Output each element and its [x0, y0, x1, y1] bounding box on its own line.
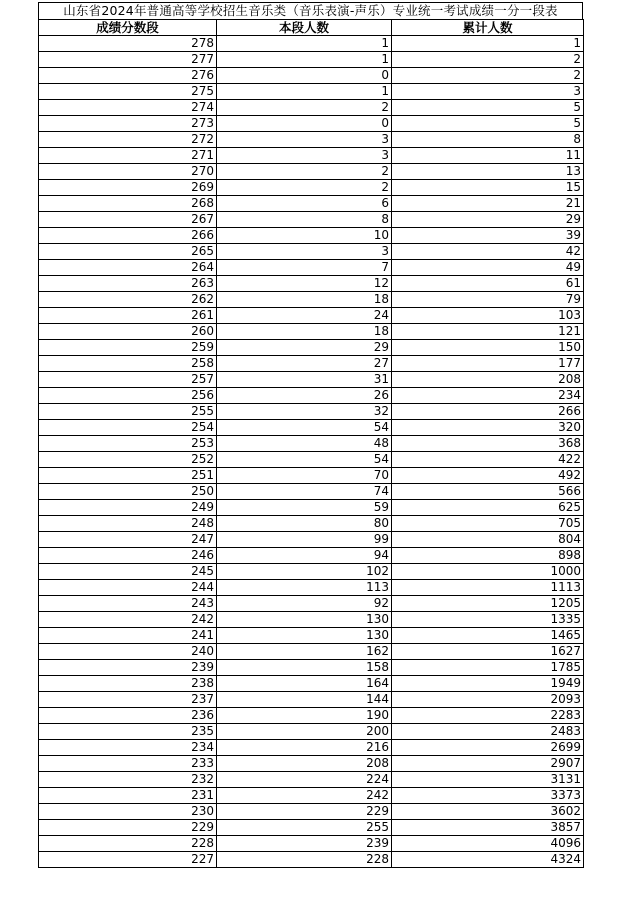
table-row: [39, 196, 584, 212]
table-row: [39, 756, 584, 772]
score-cell: 232: [39, 772, 217, 788]
column-header-cumulative: 累计人数: [392, 20, 584, 36]
column-header-score: 成绩分数段: [39, 20, 217, 36]
table-row: [39, 836, 584, 852]
cumulative-cell: 234: [392, 388, 584, 404]
table-row: [39, 84, 584, 100]
score-cell: 278: [39, 36, 217, 52]
score-cell: 237: [39, 692, 217, 708]
score-cell: 240: [39, 644, 217, 660]
table-row: [39, 100, 584, 116]
cumulative-cell: 1949: [392, 676, 584, 692]
count-cell: 1: [217, 36, 392, 52]
count-cell: 3: [217, 148, 392, 164]
cumulative-cell: 150: [392, 340, 584, 356]
cumulative-cell: 1113: [392, 580, 584, 596]
table-row: [39, 276, 584, 292]
score-cell: 233: [39, 756, 217, 772]
count-cell: 18: [217, 292, 392, 308]
count-cell: 102: [217, 564, 392, 580]
cumulative-cell: 1785: [392, 660, 584, 676]
score-cell: 227: [39, 852, 217, 868]
score-cell: 256: [39, 388, 217, 404]
count-cell: 239: [217, 836, 392, 852]
cumulative-cell: 208: [392, 372, 584, 388]
table-row: [39, 356, 584, 372]
cumulative-cell: 3131: [392, 772, 584, 788]
table-row: [39, 372, 584, 388]
score-cell: 271: [39, 148, 217, 164]
count-cell: 0: [217, 68, 392, 84]
score-table: [38, 19, 584, 868]
table-row: [39, 676, 584, 692]
cumulative-cell: 79: [392, 292, 584, 308]
score-cell: 231: [39, 788, 217, 804]
table-row: [39, 260, 584, 276]
cumulative-cell: 804: [392, 532, 584, 548]
count-cell: 255: [217, 820, 392, 836]
table-row: [39, 340, 584, 356]
table-row: [39, 612, 584, 628]
count-cell: 12: [217, 276, 392, 292]
table-row: [39, 308, 584, 324]
table-row: [39, 436, 584, 452]
cumulative-cell: 266: [392, 404, 584, 420]
cumulative-cell: 29: [392, 212, 584, 228]
score-cell: 274: [39, 100, 217, 116]
score-cell: 277: [39, 52, 217, 68]
count-cell: 54: [217, 420, 392, 436]
table-row: [39, 548, 584, 564]
cumulative-cell: 1465: [392, 628, 584, 644]
count-cell: 242: [217, 788, 392, 804]
cumulative-cell: 13: [392, 164, 584, 180]
cumulative-cell: 5: [392, 100, 584, 116]
score-cell: 235: [39, 724, 217, 740]
count-cell: 92: [217, 596, 392, 612]
score-cell: 249: [39, 500, 217, 516]
count-cell: 3: [217, 244, 392, 260]
score-cell: 270: [39, 164, 217, 180]
count-cell: 164: [217, 676, 392, 692]
count-cell: 26: [217, 388, 392, 404]
table-row: [39, 244, 584, 260]
cumulative-cell: 368: [392, 436, 584, 452]
score-cell: 242: [39, 612, 217, 628]
table-row: [39, 324, 584, 340]
cumulative-cell: 1627: [392, 644, 584, 660]
table-row: [39, 404, 584, 420]
count-cell: 6: [217, 196, 392, 212]
table-row: [39, 564, 584, 580]
count-cell: 228: [217, 852, 392, 868]
cumulative-cell: 4096: [392, 836, 584, 852]
score-cell: 236: [39, 708, 217, 724]
score-cell: 251: [39, 468, 217, 484]
table-row: [39, 772, 584, 788]
cumulative-cell: 61: [392, 276, 584, 292]
table-row: [39, 468, 584, 484]
count-cell: 10: [217, 228, 392, 244]
header-row: [39, 20, 584, 36]
cumulative-cell: 39: [392, 228, 584, 244]
count-cell: 224: [217, 772, 392, 788]
cumulative-cell: 3857: [392, 820, 584, 836]
cumulative-cell: 422: [392, 452, 584, 468]
score-cell: 259: [39, 340, 217, 356]
cumulative-cell: 5: [392, 116, 584, 132]
score-distribution-sheet: [38, 2, 583, 868]
count-cell: 144: [217, 692, 392, 708]
table-row: [39, 452, 584, 468]
score-cell: 245: [39, 564, 217, 580]
score-cell: 241: [39, 628, 217, 644]
cumulative-cell: 3373: [392, 788, 584, 804]
score-cell: 244: [39, 580, 217, 596]
table-row: [39, 388, 584, 404]
count-cell: 0: [217, 116, 392, 132]
table-row: [39, 596, 584, 612]
score-cell: 252: [39, 452, 217, 468]
count-cell: 99: [217, 532, 392, 548]
table-row: [39, 788, 584, 804]
count-cell: 130: [217, 612, 392, 628]
score-cell: 265: [39, 244, 217, 260]
count-cell: 1: [217, 84, 392, 100]
table-row: [39, 164, 584, 180]
count-cell: 24: [217, 308, 392, 324]
cumulative-cell: 103: [392, 308, 584, 324]
cumulative-cell: 2907: [392, 756, 584, 772]
count-cell: 208: [217, 756, 392, 772]
score-cell: 250: [39, 484, 217, 500]
cumulative-cell: 2093: [392, 692, 584, 708]
table-row: [39, 692, 584, 708]
table-row: [39, 292, 584, 308]
cumulative-cell: 625: [392, 500, 584, 516]
score-cell: 260: [39, 324, 217, 340]
cumulative-cell: 2: [392, 68, 584, 84]
cumulative-cell: 11: [392, 148, 584, 164]
table-row: [39, 660, 584, 676]
score-cell: 258: [39, 356, 217, 372]
cumulative-cell: 320: [392, 420, 584, 436]
score-cell: 272: [39, 132, 217, 148]
count-cell: 70: [217, 468, 392, 484]
score-cell: 228: [39, 836, 217, 852]
count-cell: 54: [217, 452, 392, 468]
table-row: [39, 852, 584, 868]
cumulative-cell: 1: [392, 36, 584, 52]
cumulative-cell: 2699: [392, 740, 584, 756]
table-row: [39, 804, 584, 820]
score-cell: 253: [39, 436, 217, 452]
score-cell: 229: [39, 820, 217, 836]
count-cell: 18: [217, 324, 392, 340]
sheet-title: 山东省2024年普通高等学校招生音乐类（音乐表演-声乐）专业统一考试成绩一分一段表: [38, 2, 583, 19]
count-cell: 200: [217, 724, 392, 740]
cumulative-cell: 8: [392, 132, 584, 148]
count-cell: 31: [217, 372, 392, 388]
count-cell: 48: [217, 436, 392, 452]
table-row: [39, 52, 584, 68]
cumulative-cell: 1205: [392, 596, 584, 612]
score-cell: 230: [39, 804, 217, 820]
score-cell: 234: [39, 740, 217, 756]
table-row: [39, 740, 584, 756]
table-row: [39, 212, 584, 228]
score-cell: 275: [39, 84, 217, 100]
cumulative-cell: 21: [392, 196, 584, 212]
score-cell: 239: [39, 660, 217, 676]
table-body: [39, 36, 584, 868]
count-cell: 2: [217, 100, 392, 116]
cumulative-cell: 2483: [392, 724, 584, 740]
count-cell: 32: [217, 404, 392, 420]
cumulative-cell: 42: [392, 244, 584, 260]
count-cell: 3: [217, 132, 392, 148]
table-row: [39, 36, 584, 52]
table-row: [39, 228, 584, 244]
cumulative-cell: 15: [392, 180, 584, 196]
cumulative-cell: 3: [392, 84, 584, 100]
column-header-count: 本段人数: [217, 20, 392, 36]
table-row: [39, 500, 584, 516]
score-cell: 264: [39, 260, 217, 276]
table-row: [39, 116, 584, 132]
count-cell: 2: [217, 180, 392, 196]
score-cell: 257: [39, 372, 217, 388]
cumulative-cell: 705: [392, 516, 584, 532]
table-row: [39, 820, 584, 836]
table-row: [39, 420, 584, 436]
count-cell: 59: [217, 500, 392, 516]
count-cell: 190: [217, 708, 392, 724]
score-cell: 238: [39, 676, 217, 692]
score-cell: 273: [39, 116, 217, 132]
score-cell: 267: [39, 212, 217, 228]
cumulative-cell: 1335: [392, 612, 584, 628]
score-cell: 254: [39, 420, 217, 436]
score-cell: 269: [39, 180, 217, 196]
count-cell: 7: [217, 260, 392, 276]
score-cell: 248: [39, 516, 217, 532]
count-cell: 2: [217, 164, 392, 180]
count-cell: 74: [217, 484, 392, 500]
score-cell: 247: [39, 532, 217, 548]
score-cell: 261: [39, 308, 217, 324]
count-cell: 27: [217, 356, 392, 372]
score-cell: 276: [39, 68, 217, 84]
cumulative-cell: 492: [392, 468, 584, 484]
table-row: [39, 148, 584, 164]
table-row: [39, 532, 584, 548]
cumulative-cell: 177: [392, 356, 584, 372]
table-row: [39, 68, 584, 84]
table-row: [39, 580, 584, 596]
score-cell: 263: [39, 276, 217, 292]
count-cell: 80: [217, 516, 392, 532]
table-row: [39, 644, 584, 660]
cumulative-cell: 2: [392, 52, 584, 68]
table-row: [39, 180, 584, 196]
count-cell: 130: [217, 628, 392, 644]
count-cell: 8: [217, 212, 392, 228]
score-cell: 268: [39, 196, 217, 212]
table-row: [39, 628, 584, 644]
count-cell: 158: [217, 660, 392, 676]
count-cell: 162: [217, 644, 392, 660]
score-cell: 255: [39, 404, 217, 420]
cumulative-cell: 3602: [392, 804, 584, 820]
count-cell: 216: [217, 740, 392, 756]
table-row: [39, 484, 584, 500]
score-cell: 262: [39, 292, 217, 308]
score-cell: 266: [39, 228, 217, 244]
count-cell: 94: [217, 548, 392, 564]
cumulative-cell: 2283: [392, 708, 584, 724]
table-row: [39, 724, 584, 740]
table-row: [39, 708, 584, 724]
score-cell: 243: [39, 596, 217, 612]
score-cell: 246: [39, 548, 217, 564]
count-cell: 29: [217, 340, 392, 356]
cumulative-cell: 566: [392, 484, 584, 500]
cumulative-cell: 49: [392, 260, 584, 276]
cumulative-cell: 121: [392, 324, 584, 340]
table-row: [39, 132, 584, 148]
count-cell: 229: [217, 804, 392, 820]
cumulative-cell: 1000: [392, 564, 584, 580]
count-cell: 113: [217, 580, 392, 596]
cumulative-cell: 4324: [392, 852, 584, 868]
cumulative-cell: 898: [392, 548, 584, 564]
table-row: [39, 516, 584, 532]
count-cell: 1: [217, 52, 392, 68]
